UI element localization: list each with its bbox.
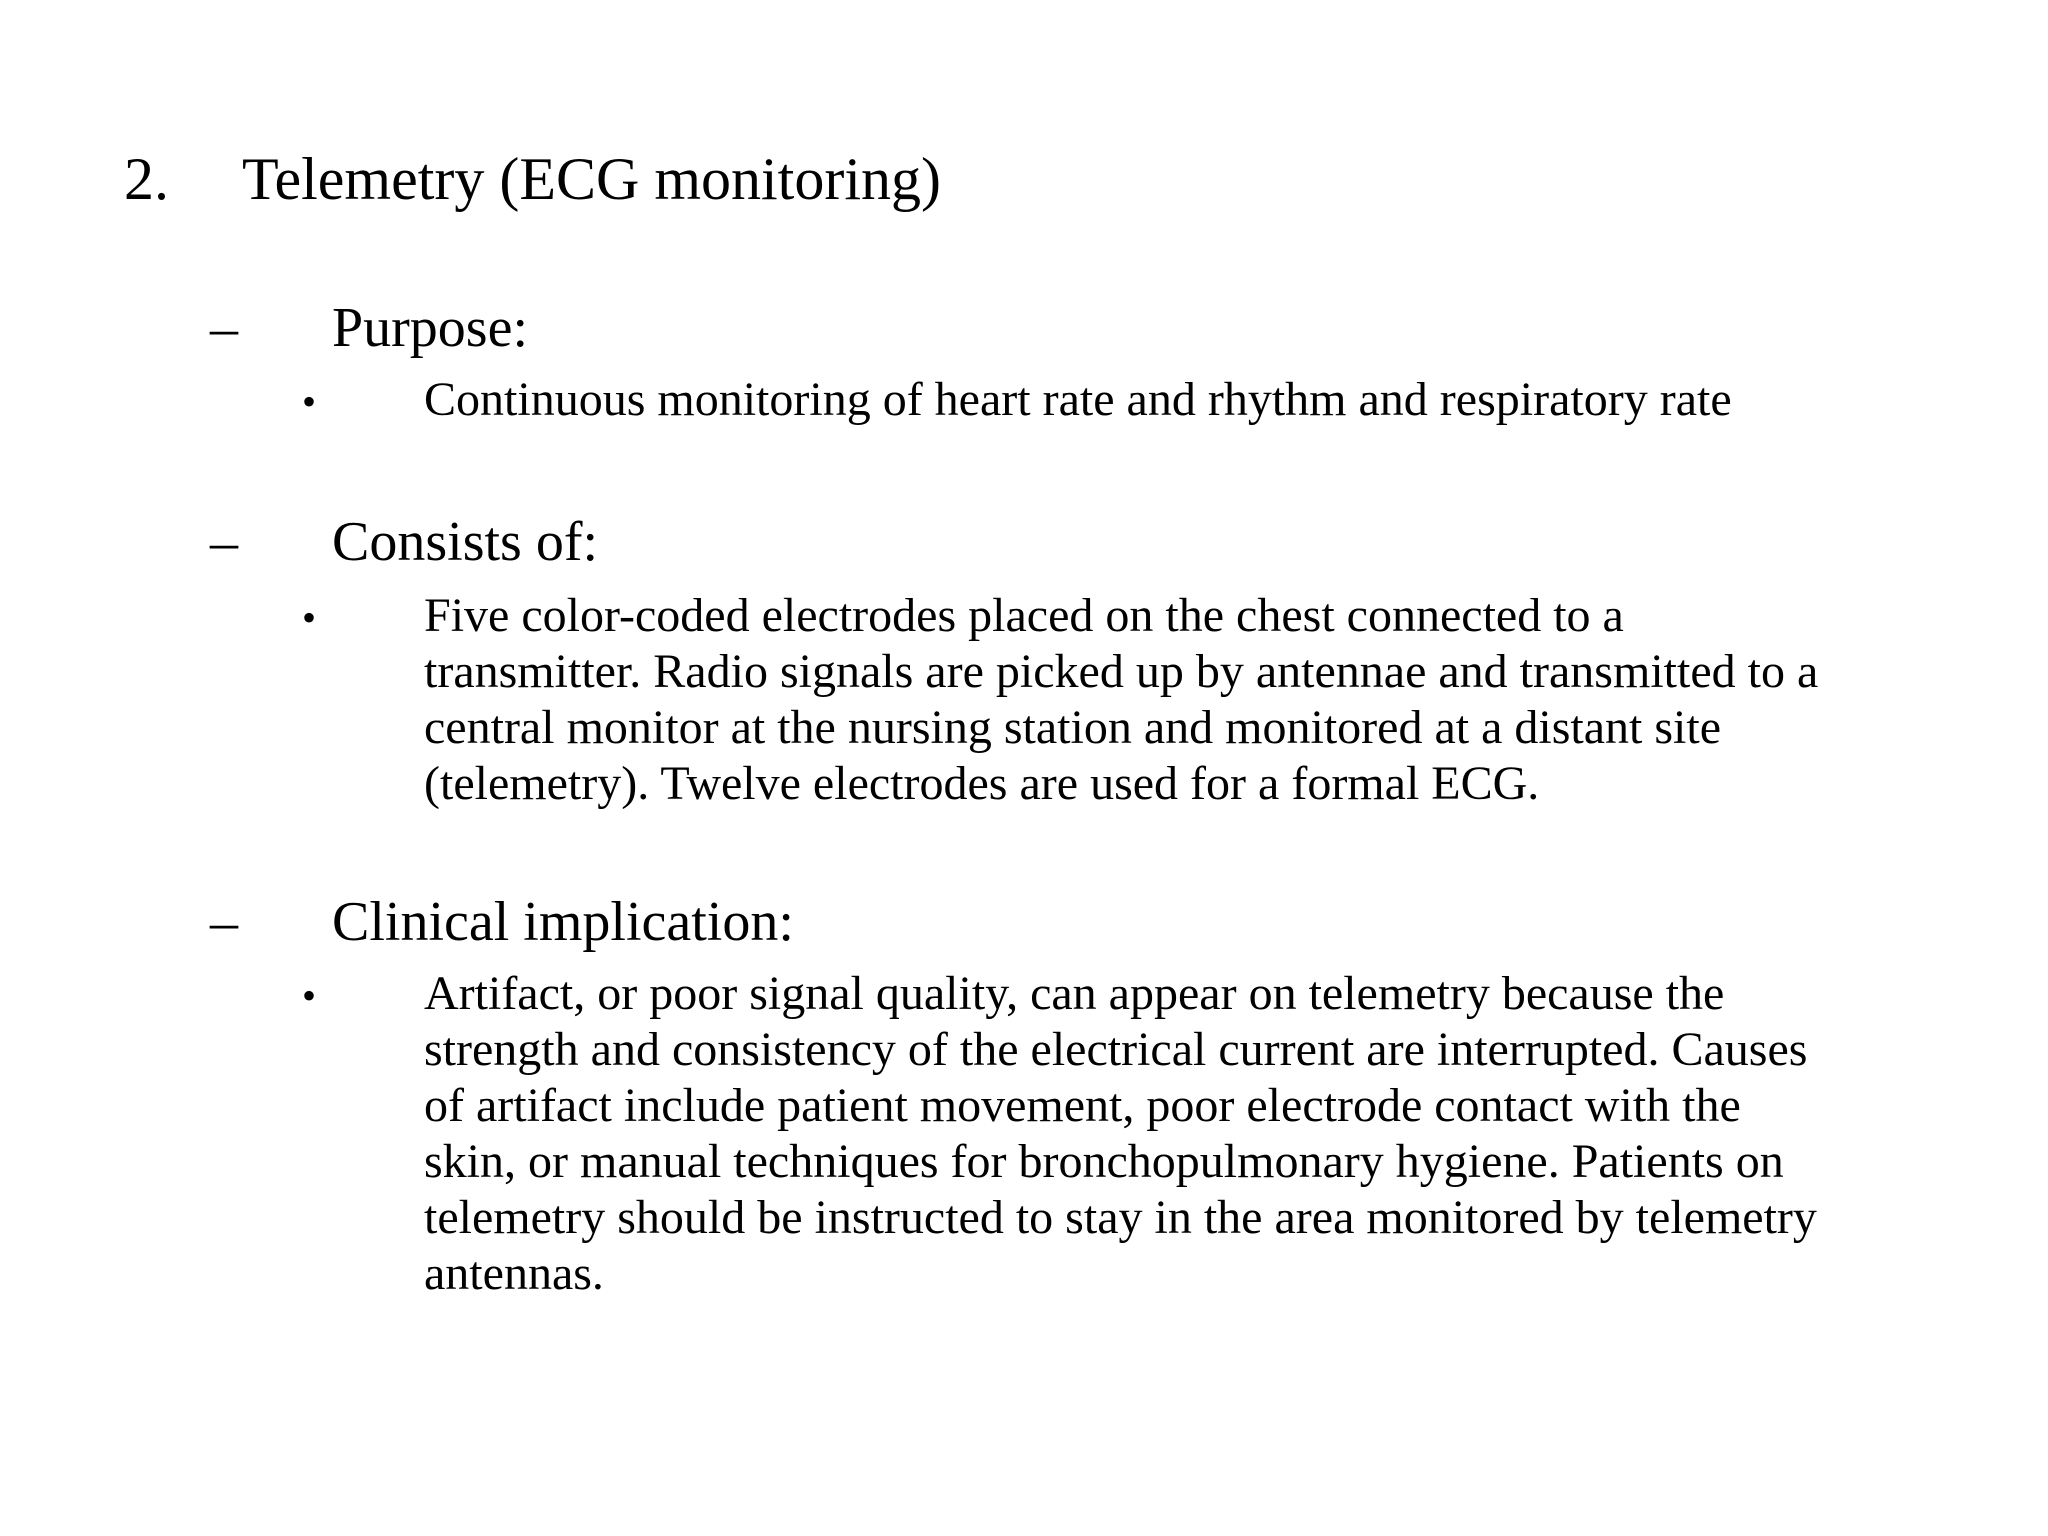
body-line: Five color-coded electrodes placed on the chest connected to a [424, 589, 1624, 642]
body-line: telemetry should be instructed to stay in the area monitored by telemetry [424, 1191, 1817, 1244]
heading-number: 2. [124, 146, 169, 212]
heading-title: Telemetry (ECG monitoring) [242, 146, 941, 212]
body-line: Artifact, or poor signal quality, can appear on telemetry because the [424, 967, 1725, 1020]
body-line: transmitter. Radio signals are picked up by antennae and transmitted to a [424, 645, 1819, 698]
body-line: central monitor at the nursing station and monitored at a distant site [424, 701, 1722, 754]
body-line: (telemetry). Twelve electrodes are used for a formal ECG. [424, 757, 1540, 810]
section-body-purpose [424, 372, 1944, 428]
body-line: strength and consistency of the electrical current are interrupted. Causes [424, 1023, 1808, 1076]
body-line: skin, or manual techniques for bronchopulmonary hygiene. Patients on [424, 1135, 1784, 1188]
section-label-clinical-implication: Clinical implication: [332, 891, 794, 953]
section-label-consists-of: Consists of: [332, 511, 599, 573]
section-body-clinical-implication [424, 966, 1944, 1302]
dash-marker: – [210, 511, 238, 573]
bullet-marker: • [302, 379, 317, 424]
dash-marker: – [210, 891, 238, 953]
dash-marker: – [210, 297, 238, 359]
bullet-marker: • [302, 973, 317, 1018]
body-line: Continuous monitoring of heart rate and rhythm and respiratory rate [424, 373, 1732, 426]
body-line: of artifact include patient movement, poor electrode contact with the [424, 1079, 1741, 1132]
bullet-marker: • [302, 595, 317, 640]
section-label-purpose: Purpose: [332, 297, 528, 359]
section-body-consists-of [424, 588, 1944, 812]
body-line: antennas. [424, 1247, 604, 1300]
